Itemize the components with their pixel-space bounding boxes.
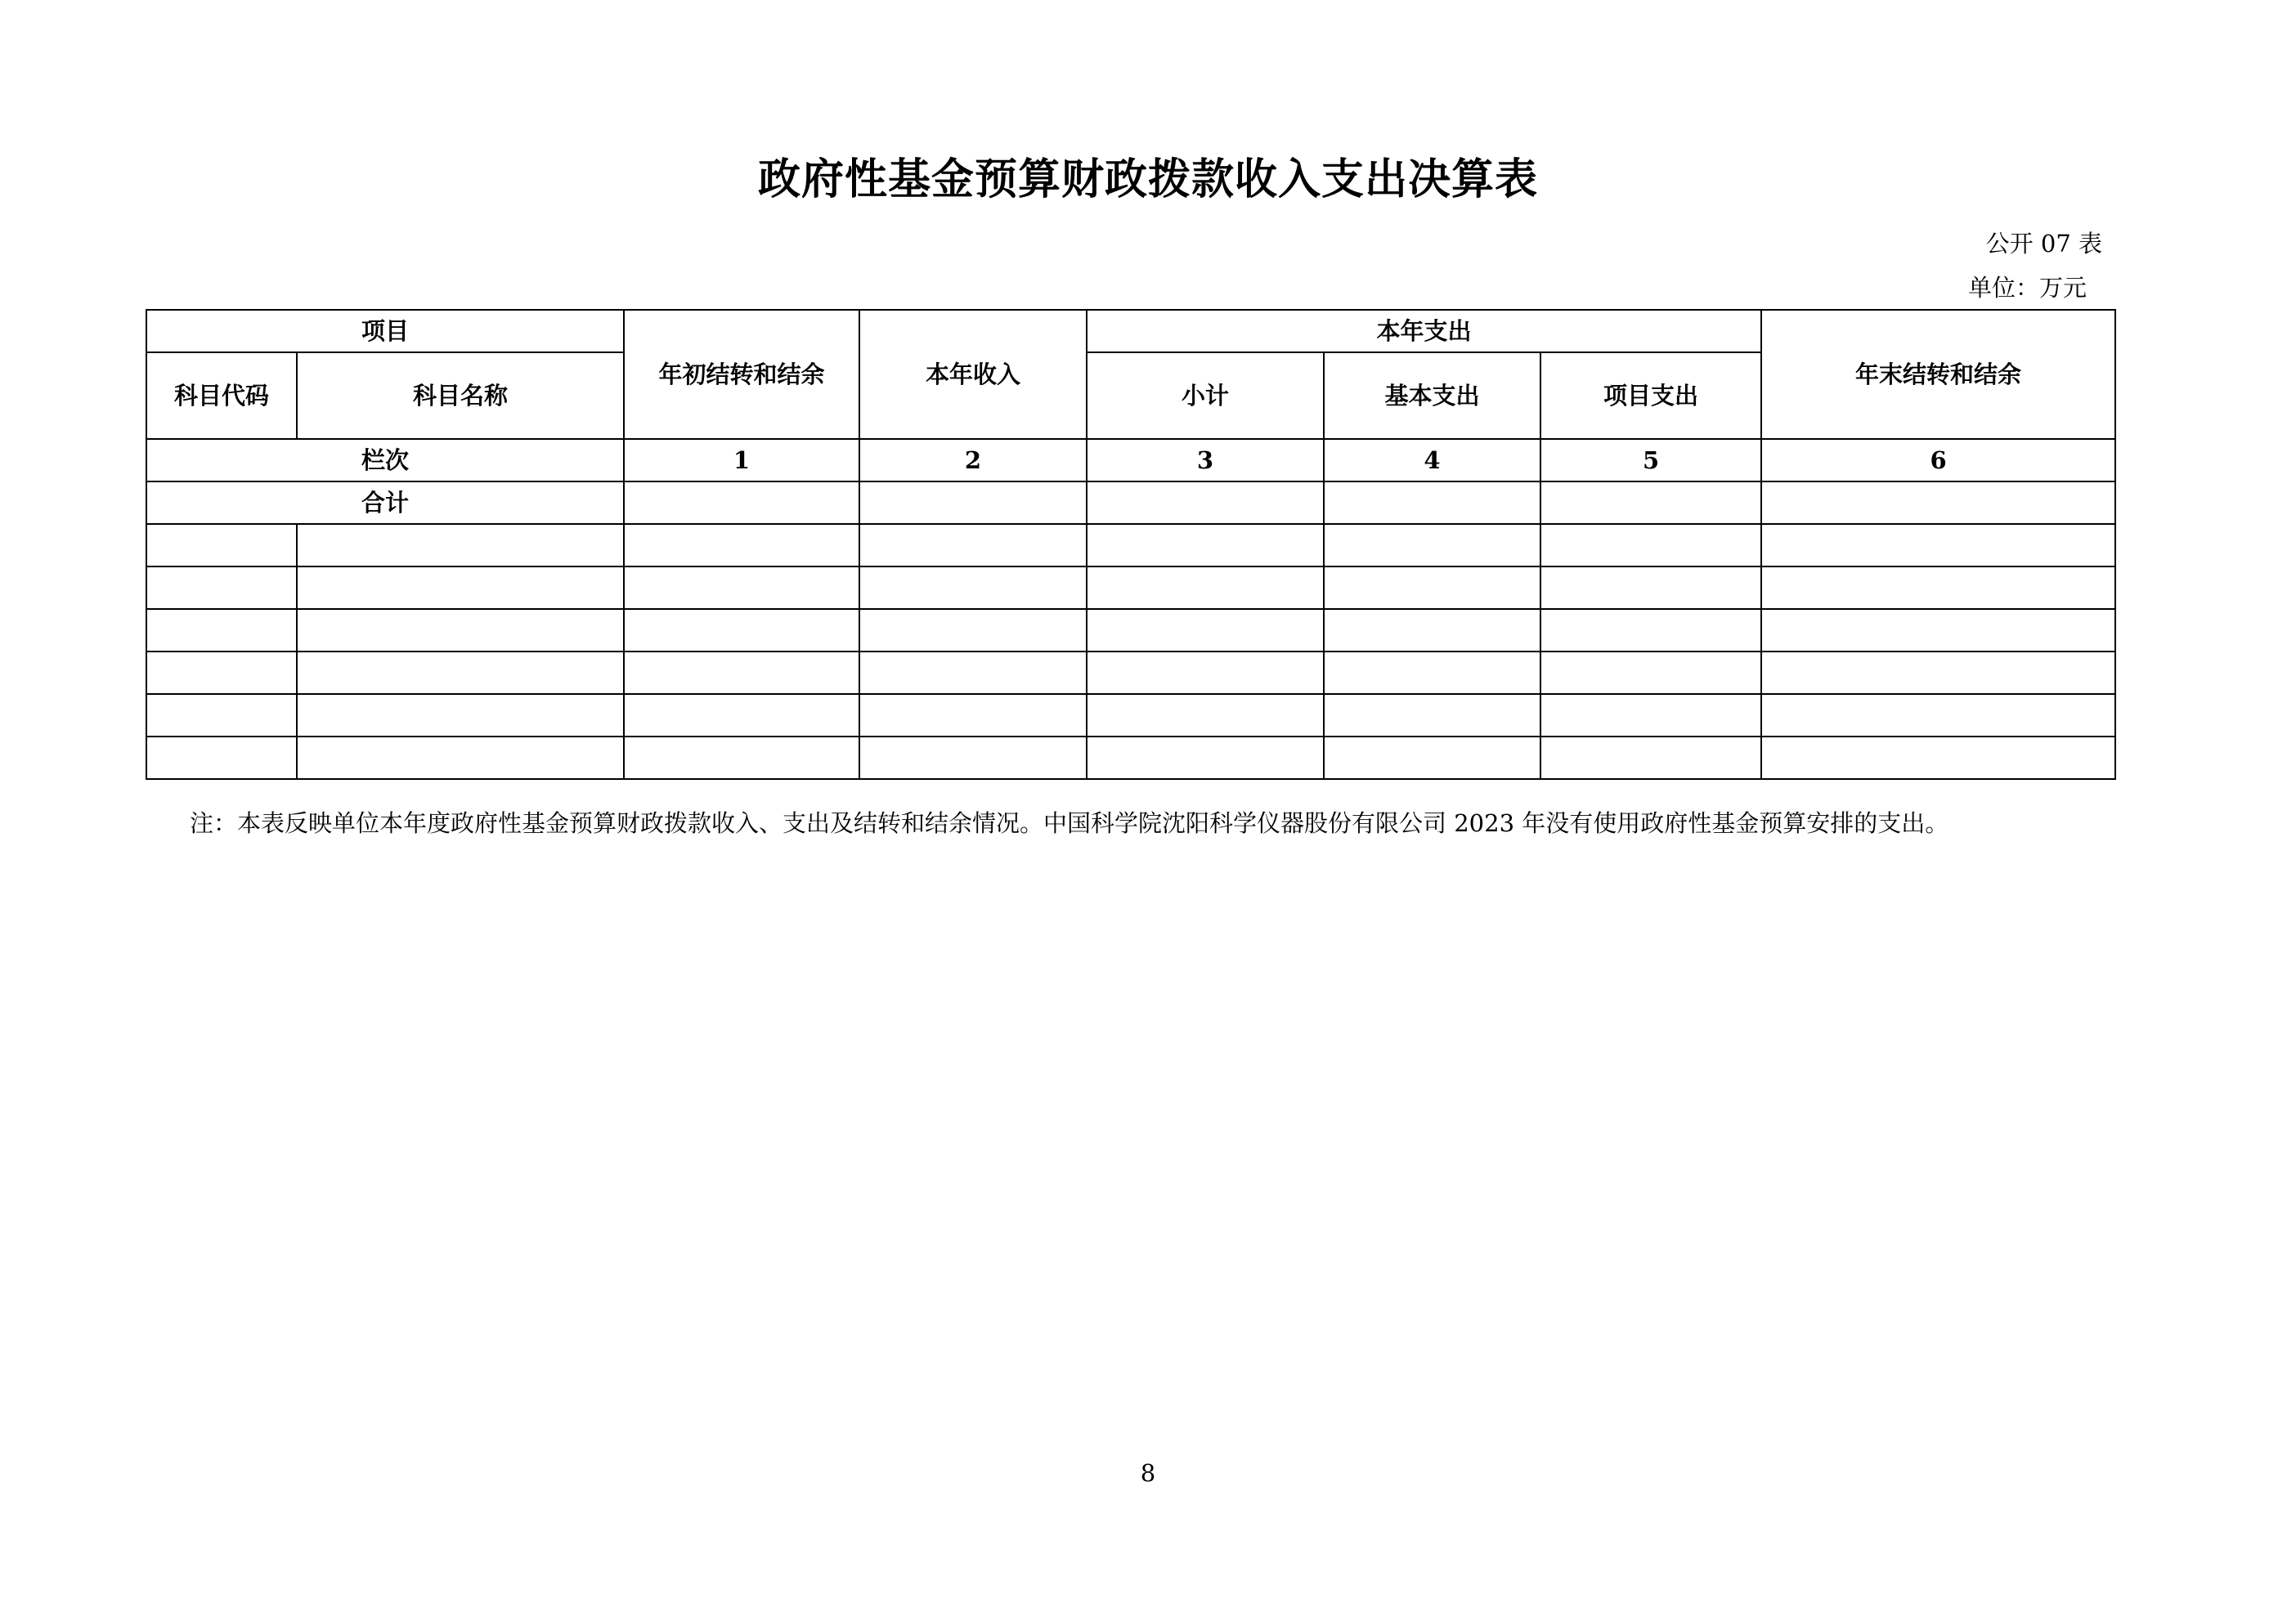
footnote: 注：本表反映单位本年度政府性基金预算财政拨款收入、支出及结转和结余情况。中国科学院沈阳科学仪器股份有限公司 2023 年没有使用政府性基金预算安排的支出。: [190, 809, 1949, 837]
subject-name-cell: [297, 652, 624, 694]
value-cell: [1324, 652, 1540, 694]
column-index-5: 5: [1540, 439, 1761, 481]
value-cell: [1761, 524, 2115, 566]
column-index-2: 2: [859, 439, 1087, 481]
value-cell: [1087, 566, 1324, 609]
header-current-expenditure: 本年支出: [1087, 310, 1761, 352]
value-cell: [859, 566, 1087, 609]
value-cell: [1540, 694, 1761, 737]
budget-table: [146, 309, 2116, 780]
table-row: [146, 524, 2115, 566]
value-cell: [1761, 652, 2115, 694]
subject-name-cell: [297, 694, 624, 737]
subject-code-cell: [146, 737, 297, 779]
table-row: [146, 737, 2115, 779]
header-subject-name: 科目名称: [297, 352, 624, 439]
subject-code-cell: [146, 524, 297, 566]
header-closing-balance: 年末结转和结余: [1761, 310, 2115, 439]
value-cell: [1324, 524, 1540, 566]
value-cell: [624, 694, 859, 737]
subject-name-cell: [297, 524, 624, 566]
subject-name-cell: [297, 609, 624, 652]
total-cell: [1087, 481, 1324, 524]
table-row: [146, 566, 2115, 609]
value-cell: [859, 524, 1087, 566]
value-cell: [859, 737, 1087, 779]
value-cell: [1087, 694, 1324, 737]
value-cell: [624, 652, 859, 694]
total-cell: [624, 481, 859, 524]
value-cell: [1324, 737, 1540, 779]
value-cell: [624, 609, 859, 652]
value-cell: [1087, 652, 1324, 694]
table-row: [146, 609, 2115, 652]
header-opening-balance: 年初结转和结余: [624, 310, 859, 439]
subject-name-cell: [297, 566, 624, 609]
subject-code-cell: [146, 566, 297, 609]
header-item: 项目: [146, 310, 624, 352]
column-index-row: [146, 439, 2115, 481]
table-row: [146, 652, 2115, 694]
value-cell: [1540, 652, 1761, 694]
column-index-6: 6: [1761, 439, 2115, 481]
column-index-label: 栏次: [146, 439, 624, 481]
value-cell: [1087, 737, 1324, 779]
value-cell: [1540, 566, 1761, 609]
subject-name-cell: [297, 737, 624, 779]
page-number: 8: [1140, 1459, 1156, 1487]
subject-code-cell: [146, 609, 297, 652]
subject-code-cell: [146, 652, 297, 694]
header-row-1: [146, 310, 2115, 352]
column-index-4: 4: [1324, 439, 1540, 481]
header-subtotal: 小计: [1087, 352, 1324, 439]
value-cell: [1087, 609, 1324, 652]
total-cell: [1540, 481, 1761, 524]
value-cell: [1761, 609, 2115, 652]
table-row: [146, 694, 2115, 737]
value-cell: [1761, 737, 2115, 779]
header-basic-expenditure: 基本支出: [1324, 352, 1540, 439]
total-cell: [1324, 481, 1540, 524]
value-cell: [1324, 694, 1540, 737]
subject-code-cell: [146, 694, 297, 737]
column-index-3: 3: [1087, 439, 1324, 481]
value-cell: [859, 652, 1087, 694]
form-number: 公开 07 表: [1985, 230, 2102, 257]
value-cell: [1324, 566, 1540, 609]
page-title: 政府性基金预算财政拨款收入支出决算表: [757, 154, 1538, 204]
value-cell: [1087, 524, 1324, 566]
header-project-expenditure: 项目支出: [1540, 352, 1761, 439]
value-cell: [1761, 566, 2115, 609]
total-label: 合计: [146, 481, 624, 524]
value-cell: [859, 609, 1087, 652]
value-cell: [1761, 694, 2115, 737]
value-cell: [624, 737, 859, 779]
total-row: [146, 481, 2115, 524]
value-cell: [1324, 609, 1540, 652]
value-cell: [859, 694, 1087, 737]
header-current-income: 本年收入: [859, 310, 1087, 439]
column-index-1: 1: [624, 439, 859, 481]
value-cell: [624, 566, 859, 609]
total-cell: [859, 481, 1087, 524]
value-cell: [1540, 737, 1761, 779]
value-cell: [1540, 609, 1761, 652]
unit-label: 单位：万元: [1967, 274, 2087, 302]
header-subject-code: 科目代码: [146, 352, 297, 439]
value-cell: [1540, 524, 1761, 566]
total-cell: [1761, 481, 2115, 524]
value-cell: [624, 524, 859, 566]
